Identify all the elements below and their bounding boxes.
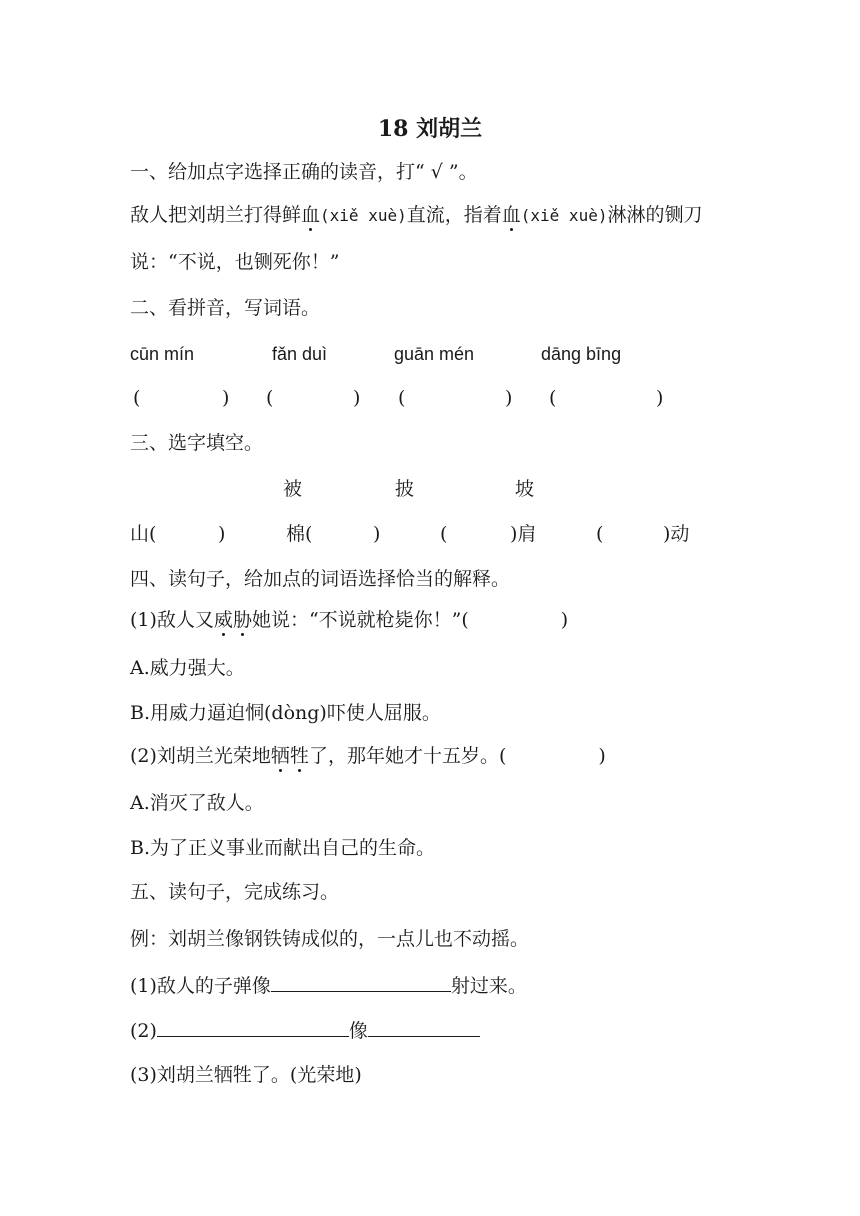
pinyin-2: fǎn duì bbox=[272, 344, 328, 364]
answer-paren-open: ( bbox=[266, 387, 274, 409]
fill-item-4-pre: ( bbox=[596, 523, 604, 545]
fill-item-1-post: ) bbox=[218, 523, 226, 545]
dotted-word: 威胁 bbox=[213, 609, 252, 631]
section1-sentence-line1 bbox=[130, 203, 702, 228]
pinyin-1: cūn mín bbox=[130, 344, 195, 364]
question-4-2 bbox=[130, 744, 606, 768]
section1-sentence-line2: 说：“不说，也铡死你！” bbox=[130, 251, 340, 273]
section1-heading: 一、给加点字选择正确的读音，打“ √ ”。 bbox=[130, 161, 478, 183]
page-title: 18 刘胡兰 bbox=[377, 116, 483, 142]
fill-item-1-pre: 山( bbox=[130, 523, 157, 545]
question-text: 像 bbox=[348, 1020, 368, 1042]
sentence-text: 敌人把刘胡兰打得鲜 bbox=[130, 204, 302, 226]
question-text: ) bbox=[560, 609, 569, 631]
fill-item-2-pre: 棉( bbox=[286, 523, 313, 545]
choice-char-2: 披 bbox=[395, 478, 415, 500]
fill-item-3-post: )肩 bbox=[510, 523, 537, 545]
question-text: (2)刘胡兰光荣地 bbox=[130, 745, 271, 767]
fill-item-2-post: ) bbox=[373, 523, 381, 545]
fill-item-3-pre: ( bbox=[440, 523, 448, 545]
answer-blank[interactable] bbox=[368, 1016, 480, 1037]
sentence-text: 淋淋的铡刀 bbox=[607, 204, 703, 226]
section4-heading: 四、读句子，给加点的词语选择恰当的解释。 bbox=[130, 568, 511, 590]
choice-char-1: 被 bbox=[283, 478, 303, 500]
answer-paren-close: ) bbox=[353, 387, 361, 409]
answer-paren-open: ( bbox=[133, 387, 141, 409]
answer-blank[interactable] bbox=[157, 1016, 349, 1037]
question-text: 射过来。 bbox=[450, 975, 527, 997]
answer-paren-close: ) bbox=[656, 387, 664, 409]
pinyin-3: guān mén bbox=[394, 344, 475, 364]
option-4-2-B: B.为了正义事业而献出自己的生命。 bbox=[130, 837, 436, 859]
pinyin-4: dāng bīng bbox=[541, 344, 622, 364]
section2-heading: 二、看拼音，写词语。 bbox=[130, 297, 321, 319]
pronunciation-options[interactable]: (xiě xuè) bbox=[520, 206, 608, 225]
question-5-1 bbox=[130, 971, 527, 998]
question-5-3: (3)刘胡兰牺牲了。(光荣地) bbox=[130, 1064, 362, 1086]
answer-paren-open: ( bbox=[398, 387, 406, 409]
question-4-1 bbox=[130, 608, 568, 632]
dotted-word: 牺牲 bbox=[270, 745, 309, 767]
option-4-2-A: A.消灭了敌人。 bbox=[130, 792, 264, 814]
choice-char-3: 坡 bbox=[515, 478, 535, 500]
question-text: (2) bbox=[130, 1020, 157, 1042]
question-text: (1)敌人的子弹像 bbox=[130, 975, 271, 997]
dotted-char: 血 bbox=[501, 204, 521, 226]
section5-heading: 五、读句子，完成练习。 bbox=[130, 881, 340, 903]
question-5-2 bbox=[130, 1016, 480, 1043]
answer-paren-open: ( bbox=[549, 387, 557, 409]
option-4-1-A: A.威力强大。 bbox=[130, 657, 245, 679]
fill-item-4-post: )动 bbox=[663, 523, 690, 545]
section3-heading: 三、选字填空。 bbox=[130, 432, 264, 454]
question-text: 了，那年她才十五岁。( bbox=[308, 745, 507, 767]
question-text: ) bbox=[598, 745, 606, 767]
question-text: 她说：“不说就枪毙你！”( bbox=[251, 609, 469, 631]
option-4-1-B: B.用威力逼迫恫(dòng)吓使人屈服。 bbox=[130, 702, 441, 724]
pronunciation-options[interactable]: (xiě xuè) bbox=[320, 206, 407, 225]
dotted-char: 血 bbox=[301, 204, 321, 226]
sentence-text: 直流，指着 bbox=[406, 204, 502, 226]
answer-paren-close: ) bbox=[222, 387, 230, 409]
example-sentence: 例：刘胡兰像钢铁铸成似的，一点儿也不动摇。 bbox=[130, 928, 530, 950]
answer-blank[interactable] bbox=[271, 971, 451, 992]
answer-paren-close: ) bbox=[505, 387, 513, 409]
question-text: (1)敌人又 bbox=[130, 609, 214, 631]
